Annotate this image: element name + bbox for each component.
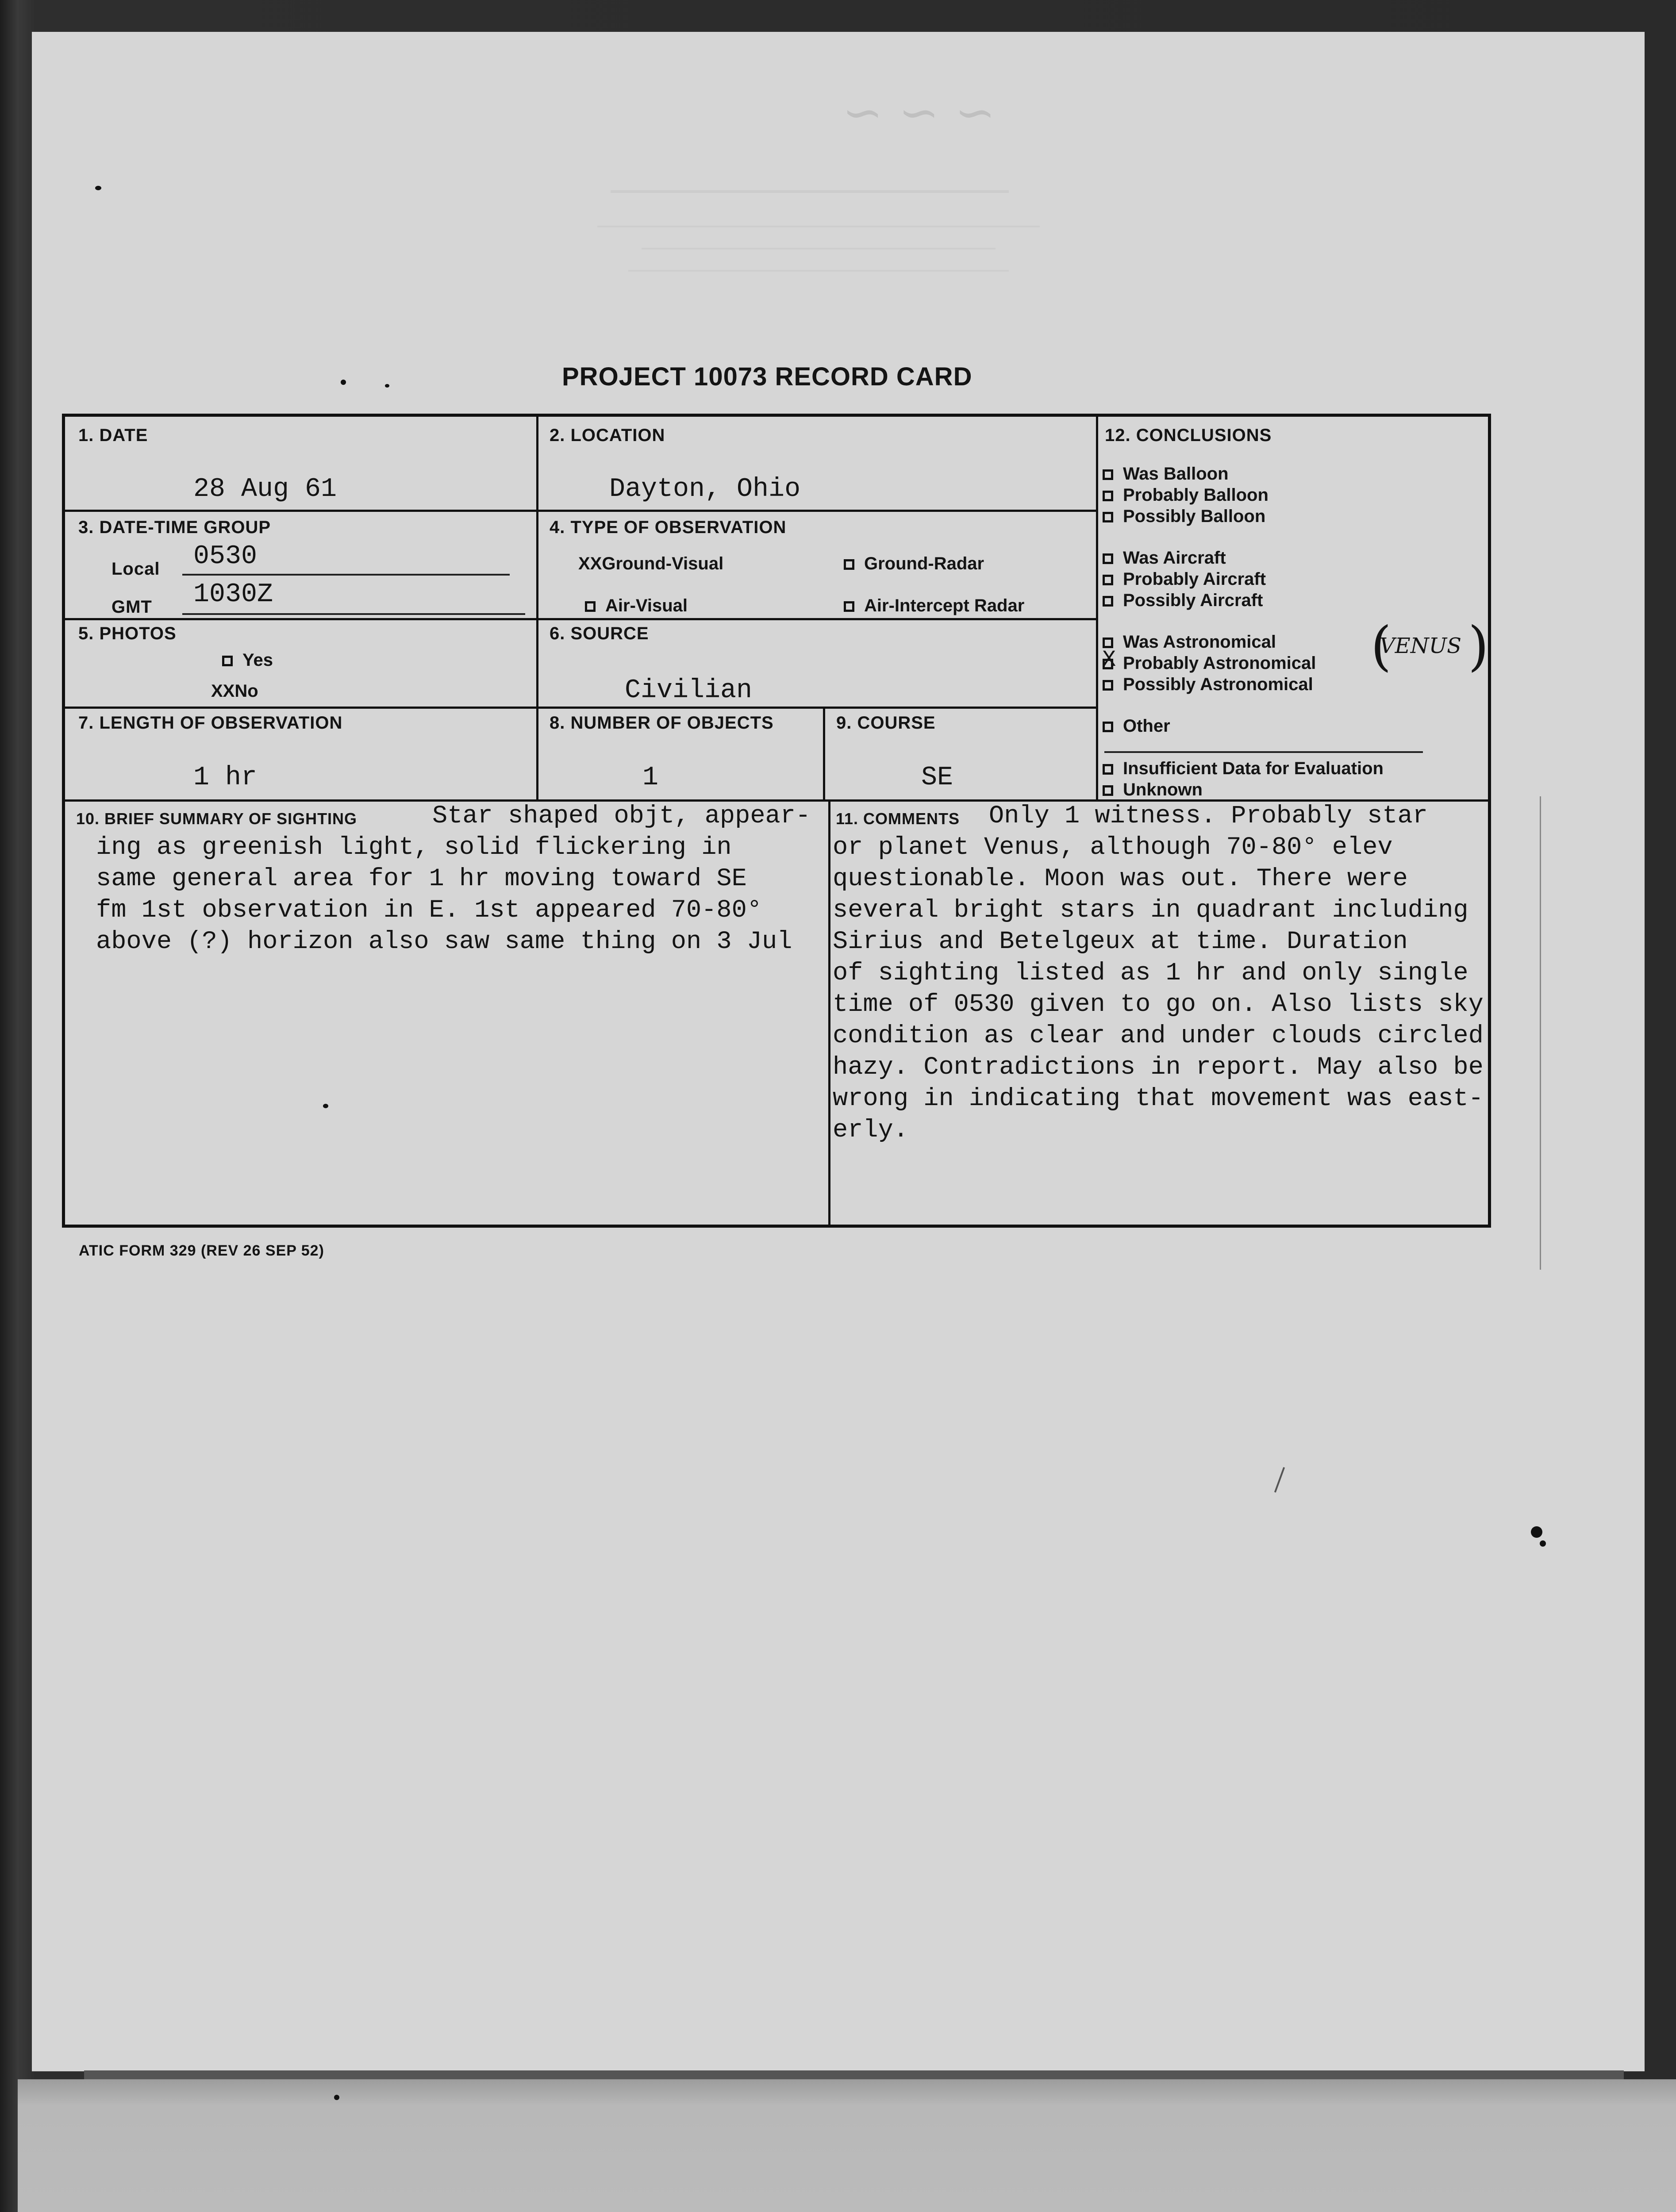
conclusion-was-aircraft: Was Aircraft — [1103, 547, 1488, 568]
bleed-through-handwriting: ~ ~ ~ — [842, 84, 996, 141]
comments-label: 11. COMMENTS — [836, 810, 960, 828]
comments-text: or planet Venus, although 70-80° elev questionable. Moon was out. There were several bright stars in quadrant including Sirius and Betelgeux at time. Duration of sighting listed as 1 hr and only single time of 0530 given to go on. Also lists sky condition as clear and under clouds circled hazy. Contradictions in report. May also be wrong in indicating that movement was east- erly. — [833, 833, 1484, 1144]
length-of-observation-label: 7. LENGTH OF OBSERVATION — [78, 713, 343, 733]
course-label: 9. COURSE — [836, 713, 936, 733]
date-value: 28 Aug 61 — [193, 474, 337, 504]
type-of-observation-label: 4. TYPE OF OBSERVATION — [550, 518, 787, 537]
conclusion-probably-aircraft: Probably Aircraft — [1103, 568, 1488, 590]
summary-text: ing as greenish light, solid flickering in same general area for 1 hr moving toward SE fm 1st observation in E. 1st appeared 70-80° above (?) horizon also saw same thing on 3 Jul — [96, 833, 792, 956]
conclusion-insufficient-data: Insufficient Data for Evaluation — [1103, 758, 1488, 779]
dust-speck — [95, 186, 101, 190]
divider — [65, 618, 1098, 620]
dust-speck — [1531, 1526, 1542, 1538]
length-of-observation-value: 1 hr — [193, 763, 258, 793]
conclusion-possibly-balloon: Possibly Balloon — [1103, 506, 1488, 527]
ground-visual-option: XXGround-Visual — [578, 554, 724, 573]
air-visual-option: Air-Visual — [585, 596, 688, 616]
divider — [823, 707, 825, 801]
date-label: 1. DATE — [78, 426, 148, 445]
checkbox — [222, 656, 233, 666]
divider — [65, 707, 1098, 709]
handwritten-annotation: VENUS — [1380, 634, 1462, 658]
dust-speck — [323, 1104, 328, 1108]
local-value: 0530 — [193, 541, 258, 572]
divider — [828, 799, 830, 1228]
gmt-value: 1030Z — [193, 580, 273, 610]
dust-speck — [341, 380, 346, 385]
checkbox — [585, 601, 596, 612]
source-value: Civilian — [625, 676, 753, 706]
dust-speck — [1540, 1540, 1546, 1547]
conclusions-label: 12. CONCLUSIONS — [1105, 426, 1272, 445]
bleed-through-text — [611, 190, 1009, 211]
handwritten-paren-open: ( — [1371, 616, 1392, 677]
card-shadow-edge — [1540, 796, 1541, 1270]
form-number: ATIC FORM 329 (REV 26 SEP 52) — [79, 1242, 324, 1259]
comments-line-first: Only 1 witness. Probably star — [989, 802, 1428, 830]
ground-radar-option: Ground-Radar — [844, 554, 984, 574]
bleed-through-text — [628, 270, 1009, 285]
conclusion-other: Other — [1103, 715, 1488, 758]
divider — [1096, 417, 1098, 801]
dust-speck — [334, 2095, 339, 2100]
number-of-objects-value: 1 — [642, 763, 659, 793]
date-time-group-label: 3. DATE-TIME GROUP — [78, 518, 271, 537]
location-value: Dayton, Ohio — [609, 474, 801, 504]
checkbox — [844, 601, 854, 612]
number-of-objects-label: 8. NUMBER OF OBJECTS — [550, 713, 774, 733]
photos-no-option: XXNo — [211, 681, 258, 701]
conclusion-was-balloon: Was Balloon — [1103, 463, 1488, 484]
source-label: 6. SOURCE — [550, 624, 649, 643]
lower-film-area — [18, 2079, 1676, 2212]
brief-summary-label: 10. BRIEF SUMMARY OF SIGHTING — [76, 810, 357, 828]
checked-mark: XX — [578, 554, 602, 573]
photos-label: 5. PHOTOS — [78, 624, 177, 643]
conclusions-list — [1103, 463, 1488, 800]
conclusion-was-astronomical: Was Astronomical — [1103, 631, 1488, 653]
card-title: PROJECT 10073 RECORD CARD — [562, 362, 973, 391]
location-label: 2. LOCATION — [550, 426, 665, 445]
bleed-through-text — [642, 248, 996, 263]
divider — [536, 417, 538, 801]
record-card — [62, 414, 1491, 1228]
conclusion-unknown: Unknown — [1103, 779, 1488, 800]
checked-mark: X — [1102, 647, 1116, 673]
gmt-underline — [182, 613, 525, 615]
conclusion-probably-astronomical: X Probably Astronomical — [1102, 647, 1316, 673]
gmt-label: GMT — [111, 597, 152, 617]
local-underline — [182, 574, 510, 576]
local-label: Local — [111, 559, 160, 579]
conclusion-possibly-astronomical: Possibly Astronomical — [1103, 674, 1488, 695]
air-intercept-radar-option: Air-Intercept Radar — [844, 596, 1024, 616]
photos-yes-option: Yes — [222, 650, 273, 670]
conclusion-probably-balloon: Probably Balloon — [1103, 484, 1488, 506]
checkbox — [844, 559, 854, 570]
divider — [65, 510, 1098, 512]
bleed-through-text — [597, 226, 1040, 241]
handwritten-paren-close: ) — [1468, 616, 1489, 677]
summary-line-first: Star shaped objt, appear- — [432, 802, 811, 830]
checked-mark: XX — [211, 681, 235, 701]
conclusion-possibly-aircraft: Possibly Aircraft — [1103, 590, 1488, 611]
dust-speck — [385, 384, 389, 388]
course-value: SE — [921, 763, 953, 793]
